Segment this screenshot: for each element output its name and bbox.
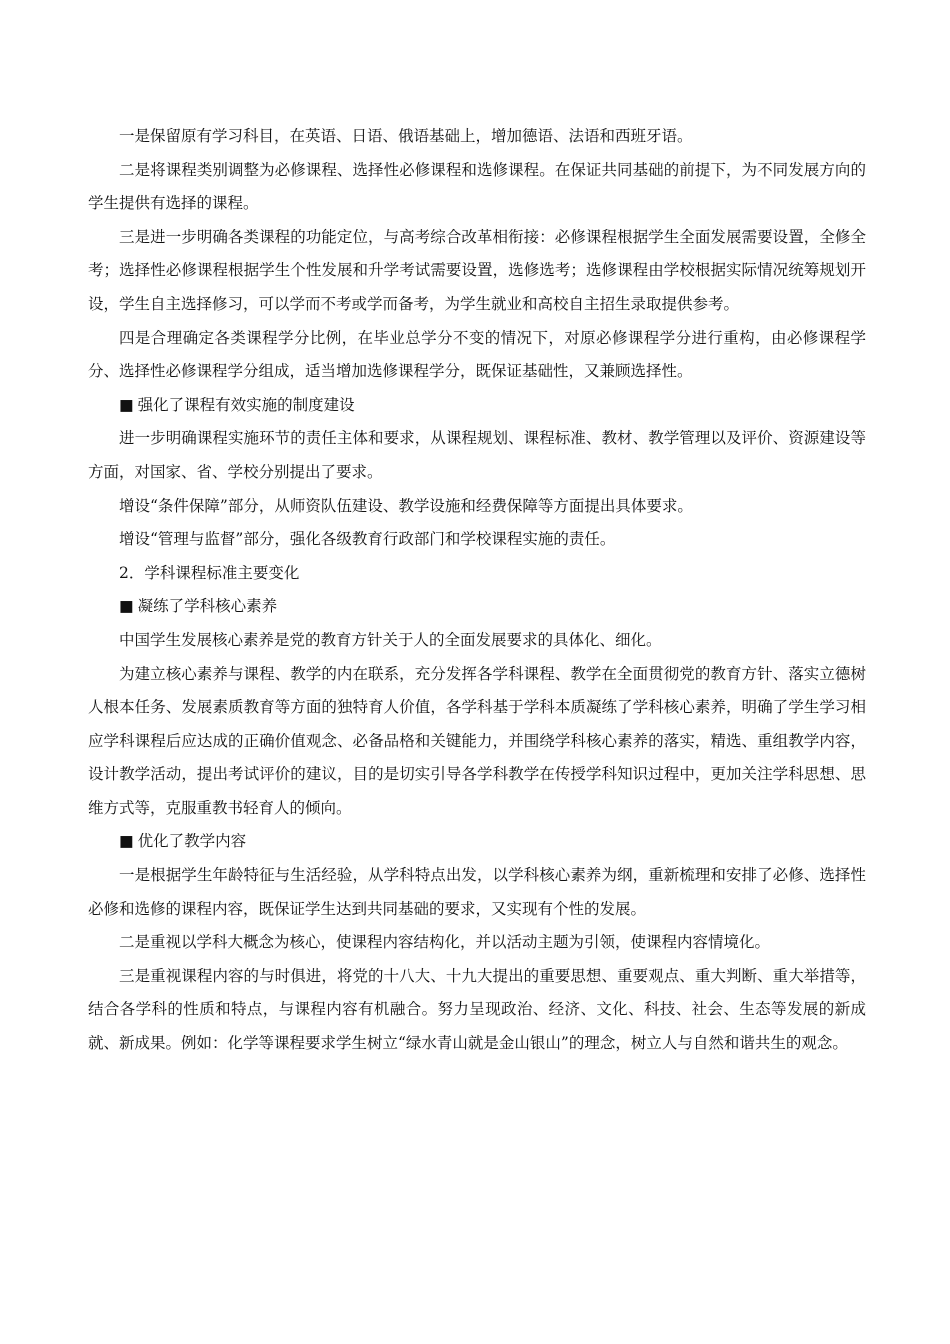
- section-heading-text: 优化了教学内容: [137, 832, 247, 851]
- section-heading-text: 凝练了学科核心素养: [137, 597, 278, 616]
- paragraph-content-one: 一是根据学生年龄特征与生活经验，从学科特点出发，以学科核心素养为纲，重新梳理和安排了必修、选择性必修和选修的课程内容，既保证学生达到共同基础的要求，又实现有个性的发展。: [88, 866, 866, 918]
- paragraph-core-literacy-definition: 中国学生发展核心素养是党的教育方针关于人的全面发展要求的具体化、细化。: [119, 630, 662, 649]
- paragraph-credit-ratio: 四是合理确定各类课程学分比例，在毕业总学分不变的情况下，对原必修课程学分进行重构，由必修课程学分、选择性必修课程学分组成，适当增加选修课程学分，既保证基础性，又兼顾选择性。: [88, 328, 866, 381]
- square-bullet-icon: ■: [119, 597, 134, 616]
- subsection-title: 2．学科课程标准主要变化: [119, 563, 300, 582]
- paragraph-course-functions: 三是进一步明确各类课程的功能定位，与高考综合改革相衔接：必修课程根据学生全面发展需要设置，全修全考；选择性必修课程根据学生个性发展和升学考试需要设置，选修选考；选修课程由学校根据实际情况统筹规划开设，学生自主选择修习，可以学而不考或学而备考，为学生就业和高校自主招生录取提供参考。: [88, 227, 866, 313]
- paragraph-core-literacy-detail: 为建立核心素养与课程、教学的内在联系，充分发挥各学科课程、教学在全面贯彻党的教育方针、落实立德树人根本任务、发展素质教育等方面的独特育人价值，各学科基于学科本质凝练了学科核心素养，明确了学生学习相应学科课程后应达成的正确价值观念、必备品格和关键能力，并围绕学科核心素养的落实，精选、重组教学内容，设计教学活动，提出考试评价的建议，目的是切实引导各学科教学在传授学科知识过程中，更加关注学科思想、思维方式等，克服重教书轻育人的倾向。: [88, 664, 866, 817]
- paragraph-supervision: 增设“管理与监督”部分，强化各级教育行政部门和学校课程实施的责任。: [119, 530, 616, 549]
- paragraph-conditions: 增设“条件保障”部分，从师资队伍建设、教学设施和经费保障等方面提出具体要求。: [119, 496, 693, 515]
- square-bullet-icon: ■: [119, 395, 134, 414]
- paragraph-foreign-languages: 一是保留原有学习科目，在英语、日语、俄语基础上，增加德语、法语和西班牙语。: [119, 127, 693, 145]
- section-heading-core-literacy: [88, 590, 866, 624]
- paragraph-course-categories: 二是将课程类别调整为必修课程、选择性必修课程和选修课程。在保证共同基础的前提下，为不同发展方向的学生提供有选择的课程。: [88, 160, 866, 213]
- square-bullet-icon: ■: [119, 832, 134, 851]
- paragraph-content-three: 三是重视课程内容的与时俱进，将党的十八大、十九大提出的重要思想、重要观点、重大判断、重大举措等，结合各学科的性质和特点，与课程内容有机融合。努力呈现政治、经济、文化、科技、社会、生态等发展的新成就、新成果。例如：化学等课程要求学生树立“绿水青山就是金山银山”的理念，树立人与自然和谐共生的观念。: [88, 966, 866, 1053]
- document-body: [88, 120, 866, 1061]
- paragraph-responsibilities: 进一步明确课程实施环节的责任主体和要求，从课程规划、课程标准、教材、教学管理以及评价、资源建设等方面，对国家、省、学校分别提出了要求。: [88, 429, 866, 481]
- section-heading-implementation: [88, 389, 866, 423]
- paragraph-content-two: 二是重视以学科大概念为核心，使课程内容结构化，并以活动主题为引领，使课程内容情境化。: [119, 933, 771, 952]
- section-heading-content: [88, 825, 866, 859]
- section-heading-text: 强化了课程有效实施的制度建设: [137, 395, 355, 414]
